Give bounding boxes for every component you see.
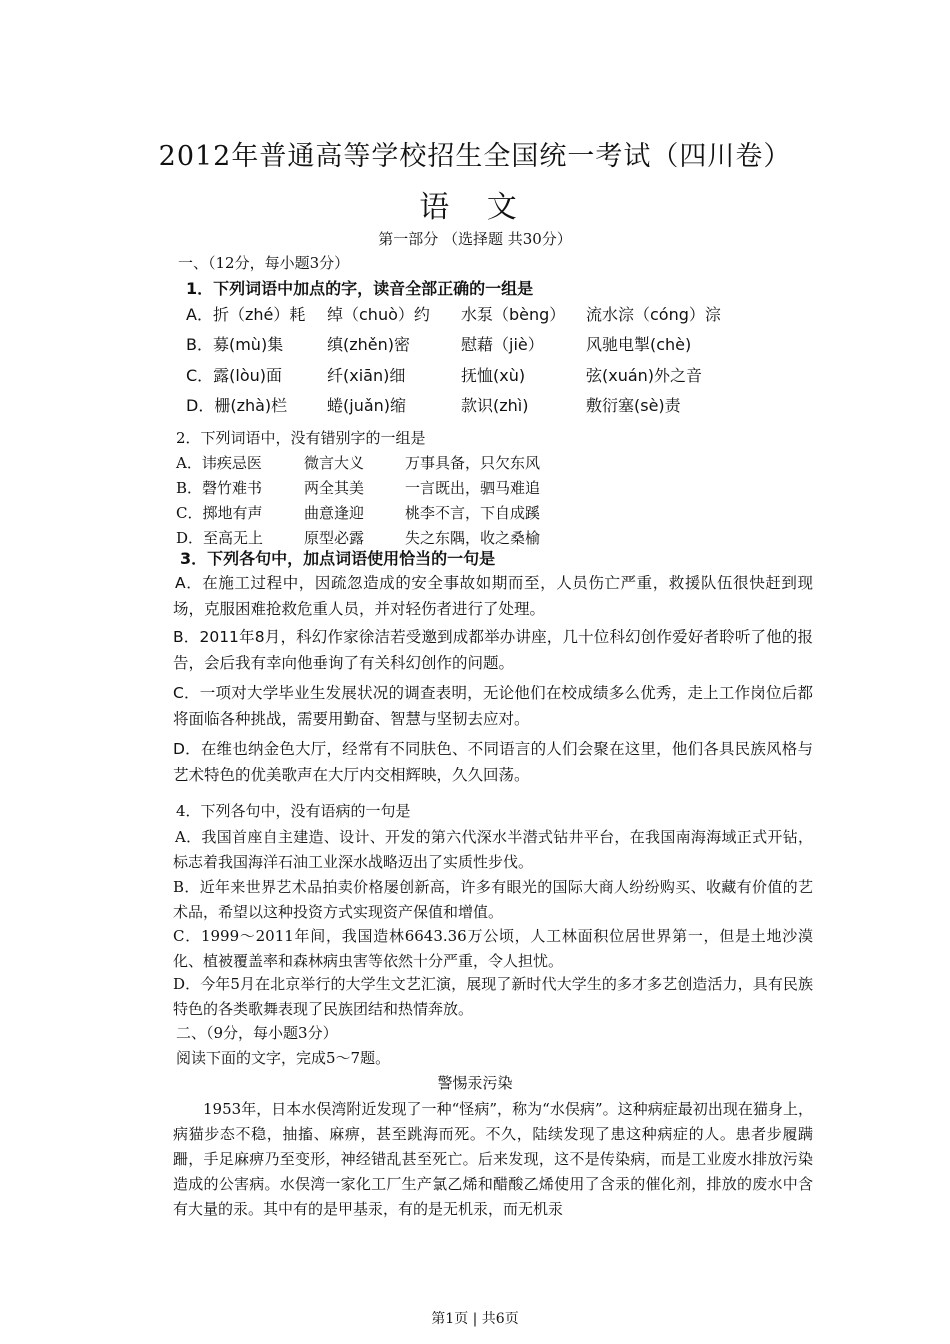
q2-option-c-1: C．掷地有声 — [176, 504, 263, 522]
section1-heading: 一、（12分，每小题3分） — [178, 254, 350, 272]
q4-option-a: A．我国首座自主建造、设计、开发的第六代深水半潜式钻井平台，在我国南海海域正式开钻，标志着我国海洋石油工业深水战略迈出了实质性步伐。 — [173, 828, 813, 871]
q1-option-c-1: C．露(lòu)面 — [186, 366, 283, 385]
q1-option-c-2: 纤(xiān)细 — [327, 366, 406, 385]
page-footer: 第1页 | 共6页 — [431, 1311, 519, 1327]
q1-option-a-3: 水泵（bèng） — [461, 305, 566, 324]
q1-option-a-2: 绰（chuò）约 — [327, 305, 430, 324]
q3-option-b: B．2011年8月，科幻作家徐洁若受邀到成都举办讲座，几十位科幻创作爱好者聆听了他的报告，会后我有幸向他垂询了有关科幻创作的问题。 — [173, 628, 813, 672]
q2-option-d-1: D．至高无上 — [176, 529, 264, 547]
q1-option-a-4: 流水淙（cóng）淙 — [586, 305, 721, 324]
q1-option-c-3: 抚恤(xù) — [461, 366, 526, 385]
q3-option-a: A．在施工过程中，因疏忽造成的安全事故如期而至，人员伤亡严重，救援队伍很快赶到现场，克服困难抢救危重人员，并对轻伤者进行了处理。 — [173, 574, 813, 618]
q3-option-d: D．在维也纳金色大厅，经常有不同肤色、不同语言的人们会聚在这里，他们各具民族风格与艺术特色的优美歌声在大厅内交相辉映，久久回荡。 — [173, 740, 813, 784]
q2-option-d-2: 原型必露 — [304, 529, 365, 547]
q2-option-c-3: 桃李不言，下自成蹊 — [405, 504, 541, 522]
q2-option-c-2: 曲意逢迎 — [304, 504, 365, 522]
q1-option-d-2: 蜷(juǎn)缩 — [327, 396, 407, 415]
q1-option-b-4: 风驰电掣(chè) — [586, 335, 692, 354]
q3-stem: 3．下列各句中，加点词语使用恰当的一句是 — [180, 549, 496, 568]
q1-option-d-1: D．栅(zhà)栏 — [186, 396, 288, 415]
q2-option-b-2: 两全其美 — [304, 479, 365, 497]
q1-option-b-2: 缜(zhěn)密 — [327, 335, 411, 354]
exam-title: 2012年普通高等学校招生全国统一考试（四川卷） — [158, 141, 792, 172]
q1-option-d-4: 敷衍塞(sè)责 — [586, 396, 681, 415]
section2-heading: 二、（9分，每小题3分） — [176, 1024, 338, 1042]
q1-option-a-1: A．折（zhé）耗 — [186, 305, 306, 324]
article-title: 警惕汞污染 — [437, 1074, 513, 1092]
q4-option-b: B．近年来世界艺术品拍卖价格屡创新高，许多有眼光的国际大商人纷纷购买、收藏有价值的艺术品，希望以这种投资方式实现资产保值和增值。 — [173, 878, 813, 921]
q4-stem: 4．下列各句中，没有语病的一句是 — [176, 802, 411, 820]
q1-stem: 1．下列词语中加点的字，读音全部正确的一组是 — [186, 279, 534, 298]
q2-option-a-1: A．讳疾忌医 — [176, 454, 262, 472]
q4-option-c: C．1999～2011年间，我国造林6643.36万公顷，人工林面积位居世界第一，但是土地沙漠化、植被覆盖率和森林病虫害等依然十分严重，令人担忧。 — [173, 927, 813, 970]
q4-option-d: D．今年5月在北京举行的大学生文艺汇演，展现了新时代大学生的多才多艺创造活力，具有民族特色的各类歌舞表现了民族团结和热情奔放。 — [173, 975, 813, 1018]
q3-option-c: C．一项对大学毕业生发展状况的调查表明，无论他们在校成绩多么优秀，走上工作岗位后都将面临各种挑战，需要用勤奋、智慧与坚韧去应对。 — [173, 684, 813, 728]
q1-option-c-4: 弦(xuán)外之音 — [586, 366, 703, 385]
q2-option-a-3: 万事具备，只欠东风 — [405, 454, 541, 472]
q1-option-b-3: 慰藉（jiè） — [461, 335, 544, 354]
q2-option-d-3: 失之东隅，收之桑榆 — [405, 529, 541, 547]
section2-instruction: 阅读下面的文字，完成5～7题。 — [176, 1049, 391, 1067]
part-heading: 第一部分 （选择题 共30分） — [378, 230, 572, 248]
q2-option-b-3: 一言既出，驷马难追 — [405, 479, 541, 497]
q2-option-a-2: 微言大义 — [304, 454, 365, 472]
q1-option-d-3: 款识(zhì) — [461, 396, 529, 415]
article-body: 1953年，日本水俣湾附近发现了一种“怪病”，称为“水俣病”。这种病症最初出现在猫身上，病猫步态不稳，抽搐、麻痹，甚至跳海而死。不久，陆续发现了患这种病症的人。患者步履蹒跚，手足麻痹乃至变形，神经错乱甚至死亡。后来发现，这不是传染病，而是工业废水排放污染造成的公害病。水俣湾一家化工厂生产氯乙烯和醋酸乙烯使用了含汞的催化剂，排放的废水中含有大量的汞。其中有的是甲基汞，有的是无机汞，而无机汞 — [173, 1100, 813, 1218]
q2-stem: 2．下列词语中，没有错别字的一组是 — [176, 429, 426, 447]
subject-title: 语 文 — [419, 190, 531, 225]
q1-option-b-1: B．募(mù)集 — [186, 335, 284, 354]
q2-option-b-1: B．磬竹难书 — [176, 479, 263, 497]
